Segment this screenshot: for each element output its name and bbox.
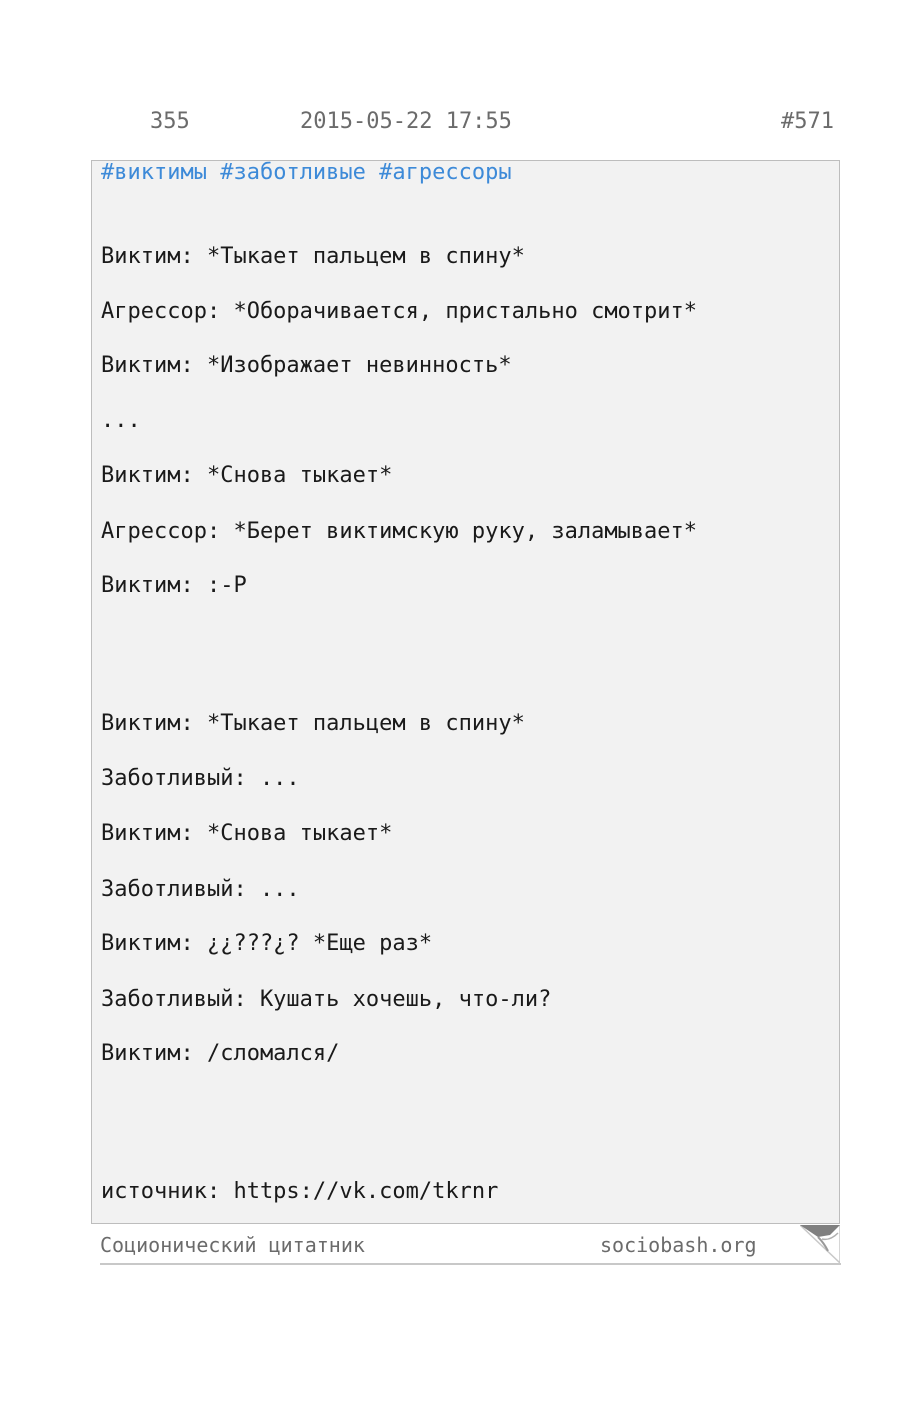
tag-link-victims[interactable]: #виктимы bbox=[101, 160, 207, 185]
site-name: Соционический цитатник bbox=[100, 1233, 365, 1257]
quote-footer bbox=[100, 1227, 841, 1265]
tag-link-aggressors[interactable]: #агрессоры bbox=[379, 160, 512, 185]
quote-line: Заботливый: ... bbox=[101, 766, 300, 791]
quote-line: Виктим: *Тыкает пальцем в спину* bbox=[101, 244, 525, 269]
tag-list bbox=[101, 161, 512, 185]
quote-line: Виктим: /сломался/ bbox=[101, 1041, 340, 1066]
quote-line: Виктим: *Тыкает пальцем в спину* bbox=[101, 711, 525, 736]
page-curl-icon[interactable] bbox=[800, 1225, 840, 1263]
quote-box bbox=[91, 160, 840, 1224]
quote-rating: 355 bbox=[150, 109, 190, 134]
quote-source-line: источник: https://vk.com/tkrnr bbox=[101, 1179, 499, 1204]
quote-line: Виктим: *Изображает невинность* bbox=[101, 353, 512, 378]
quote-line: Виктим: *Снова тыкает* bbox=[101, 463, 393, 488]
quote-datetime: 2015-05-22 17:55 bbox=[300, 109, 512, 134]
quote-line: Виктим: :-P bbox=[101, 573, 247, 598]
site-url-link[interactable]: sociobash.org bbox=[600, 1233, 757, 1257]
quote-line: ... bbox=[101, 408, 141, 433]
quote-line: Заботливый: ... bbox=[101, 877, 300, 902]
quote-line: Виктим: ¿¿???¿? *Еще раз* bbox=[101, 931, 433, 956]
quote-line: Агрессор: *Берет виктимскую руку, заламывает* bbox=[101, 519, 698, 544]
quote-id-link[interactable]: #571 bbox=[781, 109, 834, 134]
quote-line: Заботливый: Кушать хочешь, что-ли? bbox=[101, 987, 552, 1012]
tag-link-caring[interactable]: #заботливые bbox=[220, 160, 366, 185]
quote-line: Агрессор: *Оборачивается, пристально смотрит* bbox=[101, 299, 698, 324]
quote-line: Виктим: *Снова тыкает* bbox=[101, 821, 393, 846]
